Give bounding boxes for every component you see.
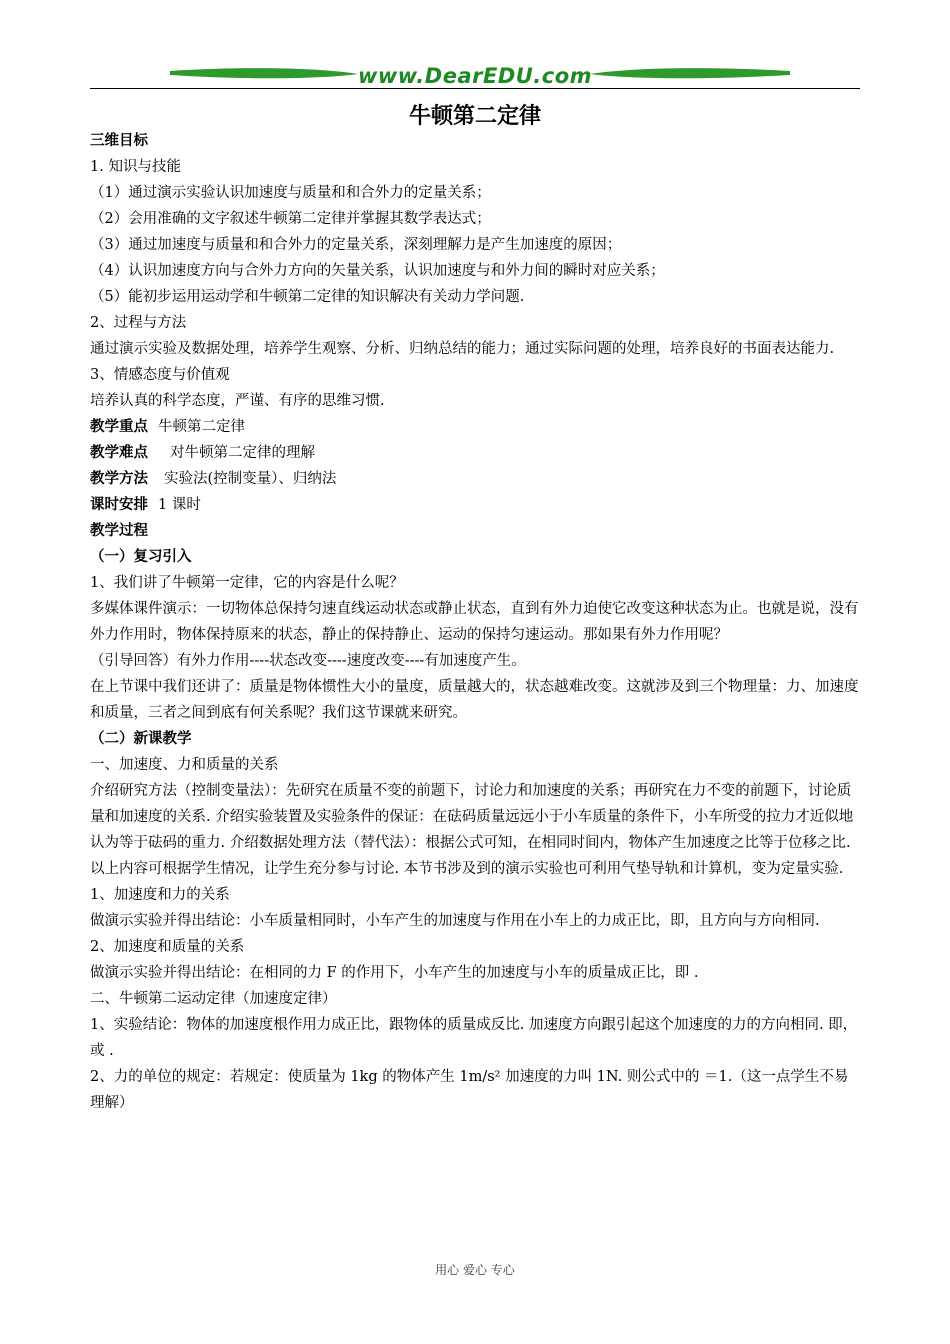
- section-heading: 1、加速度和力的关系: [90, 887, 230, 903]
- objective-item: （3）通过加速度与质量和和合外力的定量关系，深刻理解力是产生加速度的原因；: [90, 237, 622, 253]
- value-focus: 牛顿第二定律: [158, 419, 245, 435]
- page-footer: 用心 爱心 专心: [435, 1263, 515, 1277]
- paragraph: 2、力的单位的规定：若规定：使质量为 1kg 的物体产生 1m/s² 加速度的力叫 1N. 则公式中的 ＝1.（这一点学生不易理解）: [90, 1069, 849, 1111]
- paragraph: 多媒体课件演示：一切物体总保持匀速直线运动状态或静止状态，直到有外力迫使它改变这种状态为止。也就是说，没有外力作用时，物体保持原来的状态，静止的保持静止、运动的保持匀速运动。那如果有外力作用呢？: [90, 601, 859, 643]
- section-heading: 二、牛顿第二运动定律（加速度定律）: [90, 991, 337, 1007]
- label-difficulty: 教学难点: [90, 445, 148, 461]
- paragraph: 做演示实验并得出结论：在相同的力 F 的作用下，小车产生的加速度与小车的质量成正比，即 .: [90, 965, 699, 981]
- method-row: [90, 466, 862, 492]
- paragraph: 做演示实验并得出结论：小车质量相同时，小车产生的加速度与作用在小车上的力成正比，即，且方向与方向相同.: [90, 913, 820, 929]
- paragraph: 通过演示实验及数据处理，培养学生观察、分析、归纳总结的能力；通过实际问题的处理，培养良好的书面表达能力.: [90, 341, 835, 357]
- objective-item: （5）能初步运用运动学和牛顿第二定律的知识解决有关动力学问题.: [90, 289, 525, 305]
- paragraph: 以上内容可根据学生情况，让学生充分参与讨论. 本节书涉及到的演示实验也可利用气垫导轨和计算机，变为定量实验.: [90, 861, 844, 877]
- value-difficulty: 对牛顿第二定律的理解: [170, 445, 315, 461]
- paragraph: 1、我们讲了牛顿第一定律，它的内容是什么呢？: [90, 575, 404, 591]
- value-schedule: 1 课时: [158, 497, 201, 513]
- difficulty-row: [90, 440, 862, 466]
- paragraph: 培养认真的科学态度，严谨、有序的思维习惯.: [90, 393, 385, 409]
- header-rule: [90, 88, 860, 89]
- document-body: [90, 128, 862, 1116]
- subheading-process: 2、过程与方法: [90, 315, 187, 331]
- section-heading: 一、加速度、力和质量的关系: [90, 757, 279, 773]
- paragraph: （引导回答）有外力作用----状态改变----速度改变----有加速度产生。: [90, 653, 526, 669]
- heading-process: 教学过程: [90, 523, 148, 539]
- label-focus: 教学重点: [90, 419, 148, 435]
- objective-item: （4）认识加速度方向与合外力方向的矢量关系，认识加速度与和外力间的瞬时对应关系；: [90, 263, 665, 279]
- paragraph: 介绍研究方法（控制变量法）：先研究在质量不变的前题下，讨论力和加速度的关系；再研究在力不变的前题下，讨论质量和加速度的关系. 介绍实验装置及实验条件的保证：在砝码质量远远小于小车质量的条件下，小车所受的拉力才近似地认为等于砝码的重力. 介绍数据处理方法（替代法）：根据公式可知，在相同时间内，物体产生加速度之比等于位移之比.: [90, 783, 854, 851]
- label-method: 教学方法: [90, 471, 148, 487]
- label-schedule: 课时安排: [90, 497, 148, 513]
- site-url: www.DearEDU.com: [357, 64, 593, 88]
- site-banner: [90, 62, 860, 90]
- focus-row: [90, 414, 862, 440]
- subheading-attitude: 3、情感态度与价值观: [90, 367, 230, 383]
- paragraph: 1、实验结论：物体的加速度根作用力成正比，跟物体的质量成反比. 加速度方向跟引起这个加速度的力的方向相同. 即，或 .: [90, 1017, 858, 1059]
- paragraph: 在上节课中我们还讲了：质量是物体惯性大小的量度，质量越大的，状态越难改变。这就涉及到三个物理量：力、加速度和质量，三者之间到底有何关系呢？我们这节课就来研究。: [90, 679, 859, 721]
- objective-item: （2）会用准确的文字叙述牛顿第二定律并掌握其数学表达式；: [90, 211, 491, 227]
- heading-objectives: 三维目标: [90, 133, 148, 149]
- heading-review: （一）复习引入: [90, 549, 192, 565]
- page-title: 牛顿第二定律: [408, 104, 541, 129]
- objective-item: （1）通过演示实验认识加速度与质量和和合外力的定量关系；: [90, 185, 491, 201]
- section-heading: 2、加速度和质量的关系: [90, 939, 245, 955]
- heading-new-lesson: （二）新课教学: [90, 731, 192, 747]
- subheading-knowledge: 1. 知识与技能: [90, 159, 181, 175]
- schedule-row: [90, 492, 862, 518]
- value-method: 实验法(控制变量）、归纳法: [164, 471, 337, 487]
